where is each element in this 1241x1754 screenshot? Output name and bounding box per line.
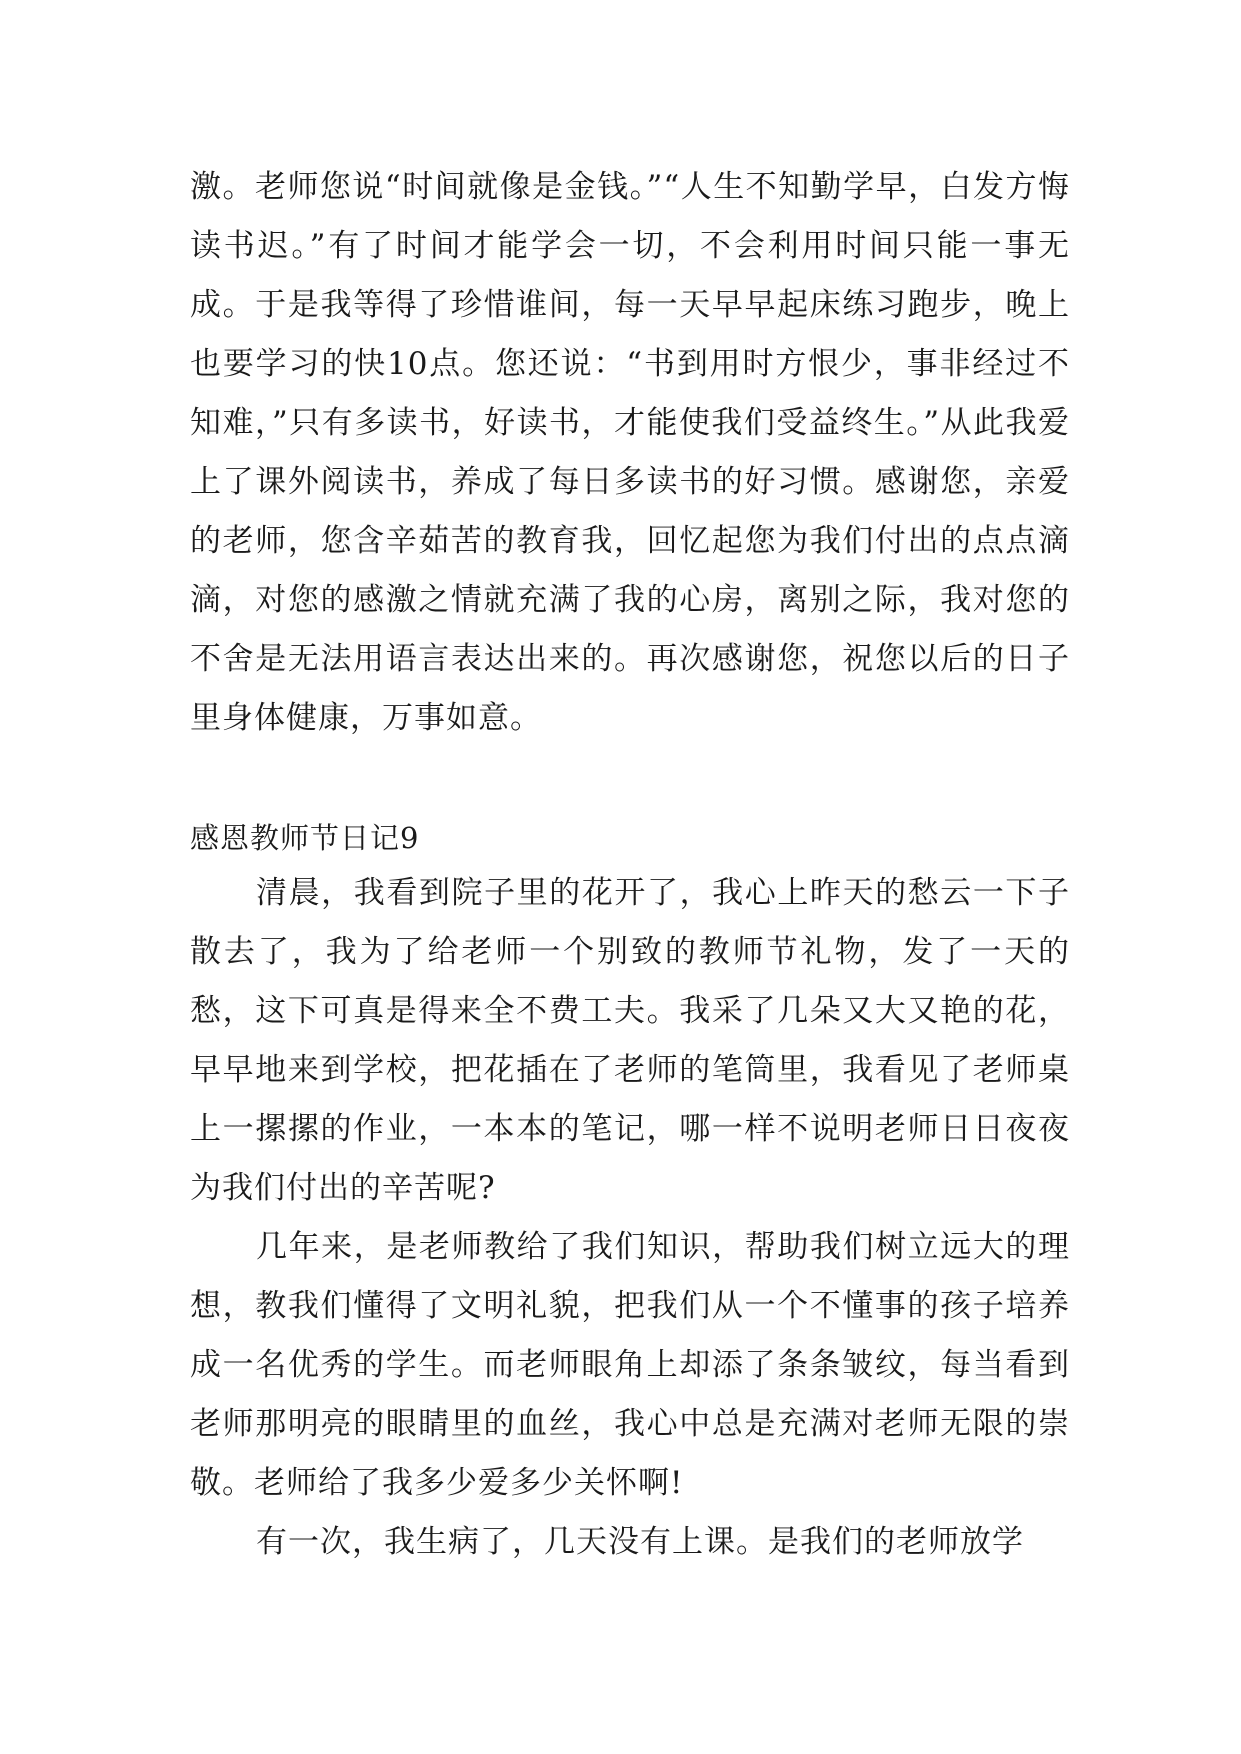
document-content [190,158,1070,1572]
continuation-paragraph: 激。老师您说“时间就像是金钱。”“人生不知勤学早，白发方悔读书迟。”有了时间才能学会一切，不会利用时间只能一事无成。于是我等得了珍惜谁间，每一天早早起床练习跑步，晚上也要学习的快10点。您还说：“书到用时方恨少，事非经过不知难，”只有多读书，好读书，才能使我们受益终生。”从此我爱上了课外阅读书，养成了每日多读书的好习惯。感谢您，亲爱的老师，您含辛茹苦的教育我，回忆起您为我们付出的点点滴滴，对您的感激之情就充满了我的心房，离别之际，我对您的不舍是无法用语言表达出来的。再次感谢您，祝您以后的日子里身体健康，万事如意。 [190,169,1070,736]
section-title: 感恩教师节日记9 [190,821,420,855]
paragraph-3: 有一次，我生病了，几天没有上课。是我们的老师放学 [256,1524,1024,1560]
paragraph-1: 清晨，我看到院子里的花开了，我心上昨天的愁云一下子散去了，我为了给老师一个别致的教师节礼物，发了一天的愁，这下可真是得来全不费工夫。我采了几朵又大又艳的花，早早地来到学校，把花插在了老师的笔筒里，我看见了老师桌上一摞摞的作业，一本本的笔记，哪一样不说明老师日日夜夜为我们付出的辛苦呢? [190,875,1070,1206]
paragraph-2: 几年来，是老师教给了我们知识，帮助我们树立远大的理想，教我们懂得了文明礼貌，把我们从一个不懂事的孩子培养成一名优秀的学生。而老师眼角上却添了条条皱纹，每当看到老师那明亮的眼睛里的血丝，我心中总是充满对老师无限的崇敬。老师给了我多少爱多少关怀啊! [190,1229,1070,1501]
